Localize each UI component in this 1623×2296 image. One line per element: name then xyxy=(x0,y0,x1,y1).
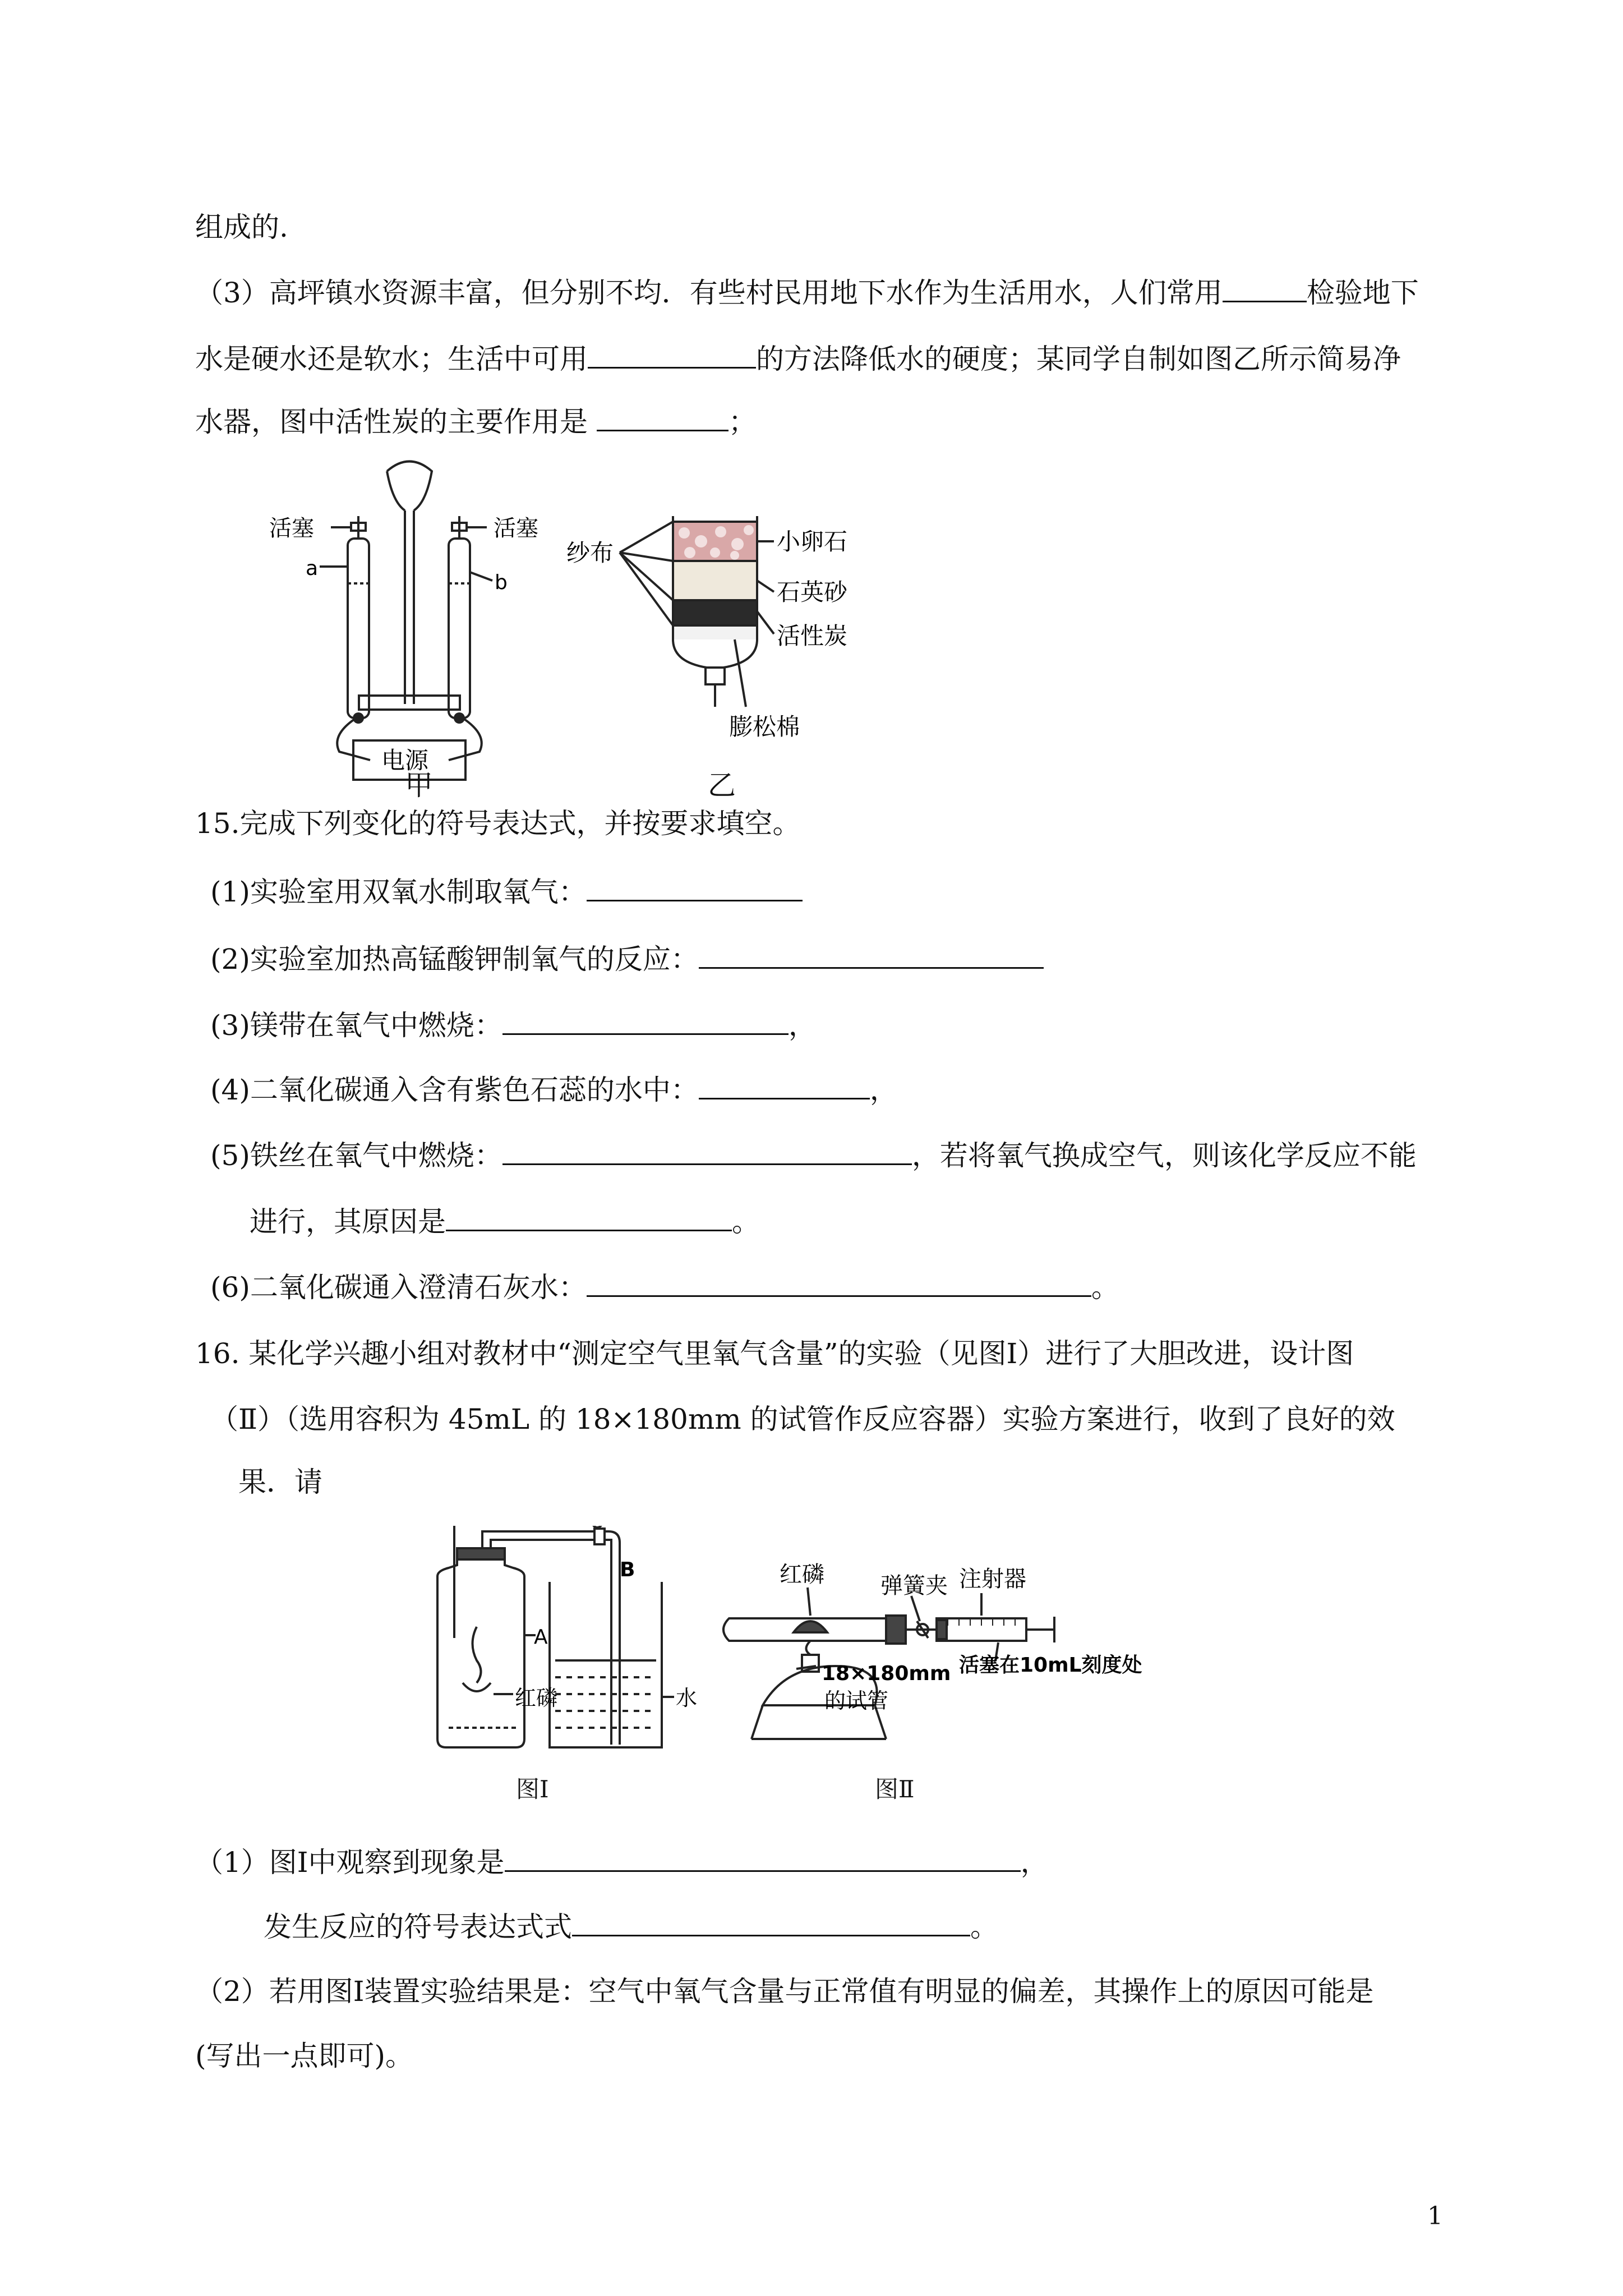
answer-blank[interactable] xyxy=(587,875,803,901)
question-16-line-1: 16. 某化学兴趣小组对教材中“测定空气里氧气含量”的实验（见图Ⅰ）进行了大胆改进，设计图 xyxy=(195,1337,1354,1370)
cotton-label: 膨松棉 xyxy=(729,713,800,740)
figure-1-apparatus xyxy=(415,1526,729,1767)
figure-water-purifier xyxy=(566,499,880,757)
figure-caption-yi: 乙 xyxy=(708,769,736,802)
figure-2-apparatus xyxy=(718,1554,1155,1778)
question-15-6: (6)二氧化碳通入澄清石灰水： 。 xyxy=(210,1271,1119,1304)
question-3-line-3: 水器，图中活性炭的主要作用是 ； xyxy=(195,406,757,438)
question-16-2-line-2: (写出一点即可)。 xyxy=(195,2040,414,2072)
label-a: A xyxy=(534,1626,548,1649)
tube-label: 的试管 xyxy=(824,1688,889,1713)
quartz-sand-label: 石英砂 xyxy=(777,578,848,606)
answer-blank[interactable] xyxy=(699,942,1044,969)
question-15-5-reason: 进行，其原因是 。 xyxy=(250,1205,760,1238)
tube-label-a: a xyxy=(306,557,319,580)
answer-blank[interactable] xyxy=(587,1271,1091,1297)
stopcock-label-left: 活塞 xyxy=(269,516,314,541)
figure-caption-jia: 甲 xyxy=(405,769,433,802)
answer-blank[interactable] xyxy=(699,1073,870,1099)
red-phosphorus-label: 红磷 xyxy=(780,1562,824,1588)
figure-electrolysis xyxy=(264,454,566,802)
answer-blank[interactable] xyxy=(446,1205,732,1231)
answer-blank[interactable] xyxy=(502,1139,912,1165)
text-line: 组成的. xyxy=(195,211,288,243)
syringe-label: 注射器 xyxy=(959,1566,1026,1592)
page-number: 1 xyxy=(1427,2202,1443,2230)
tube-label-b: b xyxy=(495,571,508,594)
question-16-1-line-2: 发生反应的符号表达式式 。 xyxy=(264,1911,998,1943)
piston-note-label: 活塞在10mL刻度处 xyxy=(959,1654,1142,1677)
red-phosphorus-label: 红磷 xyxy=(515,1686,558,1710)
question-16-2-line-1: （2）若用图Ⅰ装置实验结果是：空气中氧气含量与正常值有明显的偏差，其操作上的原因可能是 xyxy=(195,1975,1374,2008)
question-16-line-3: 果．请 xyxy=(238,1466,322,1498)
question-15-title: 15.完成下列变化的符号表达式，并按要求填空。 xyxy=(195,807,801,840)
activated-carbon-label: 活性炭 xyxy=(777,622,848,650)
question-15-4: (4)二氧化碳通入含有紫色石蕊的水中： ， xyxy=(210,1074,898,1106)
spring-clip-label: 弹簧夹 xyxy=(880,1573,948,1599)
figure-2-caption: 图Ⅱ xyxy=(875,1775,915,1803)
gauze-label: 纱布 xyxy=(566,539,614,567)
tube-size-label: 18×180mm xyxy=(822,1662,951,1685)
label-b: B xyxy=(620,1558,635,1581)
question-15-1: (1)实验室用双氧水制取氧气： xyxy=(210,875,803,909)
figure-1-caption: 图Ⅰ xyxy=(516,1775,549,1803)
question-15-5: (5)铁丝在氧气中燃烧： ，若将氧气换成空气，则该化学反应不能 xyxy=(210,1139,1417,1172)
answer-blank[interactable] xyxy=(572,1910,970,1936)
question-15-3: (3)镁带在氧气中燃烧： ， xyxy=(210,1009,817,1042)
answer-blank[interactable] xyxy=(597,405,728,431)
pebbles-label: 小卵石 xyxy=(777,528,848,555)
water-label: 水 xyxy=(676,1686,698,1710)
answer-blank[interactable] xyxy=(505,1846,1021,1872)
question-3-line-1: （3）高坪镇水资源丰富，但分别不均．有些村民用地下水作为生活用水，人们常用 检验地下 xyxy=(195,277,1419,309)
question-16-line-2: （Ⅱ）（选用容积为 45mL 的 18×180mm 的试管作反应容器）实验方案进行，收到了良好的效 xyxy=(210,1403,1395,1435)
power-source-label: 电源 xyxy=(381,747,429,774)
answer-blank[interactable] xyxy=(1223,276,1307,302)
question-16-1-line-1: （1）图Ⅰ中观察到现象是 ， xyxy=(195,1846,1049,1879)
question-15-2: (2)实验室加热高锰酸钾制氧气的反应： xyxy=(210,942,1044,976)
answer-blank[interactable] xyxy=(502,1009,789,1035)
question-3-line-2: 水是硬水还是软水；生活中可用 的方法降低水的硬度；某同学自制如图乙所示简易净 xyxy=(195,343,1401,375)
stopcock-label-right: 活塞 xyxy=(494,516,538,541)
answer-blank[interactable] xyxy=(588,342,756,369)
